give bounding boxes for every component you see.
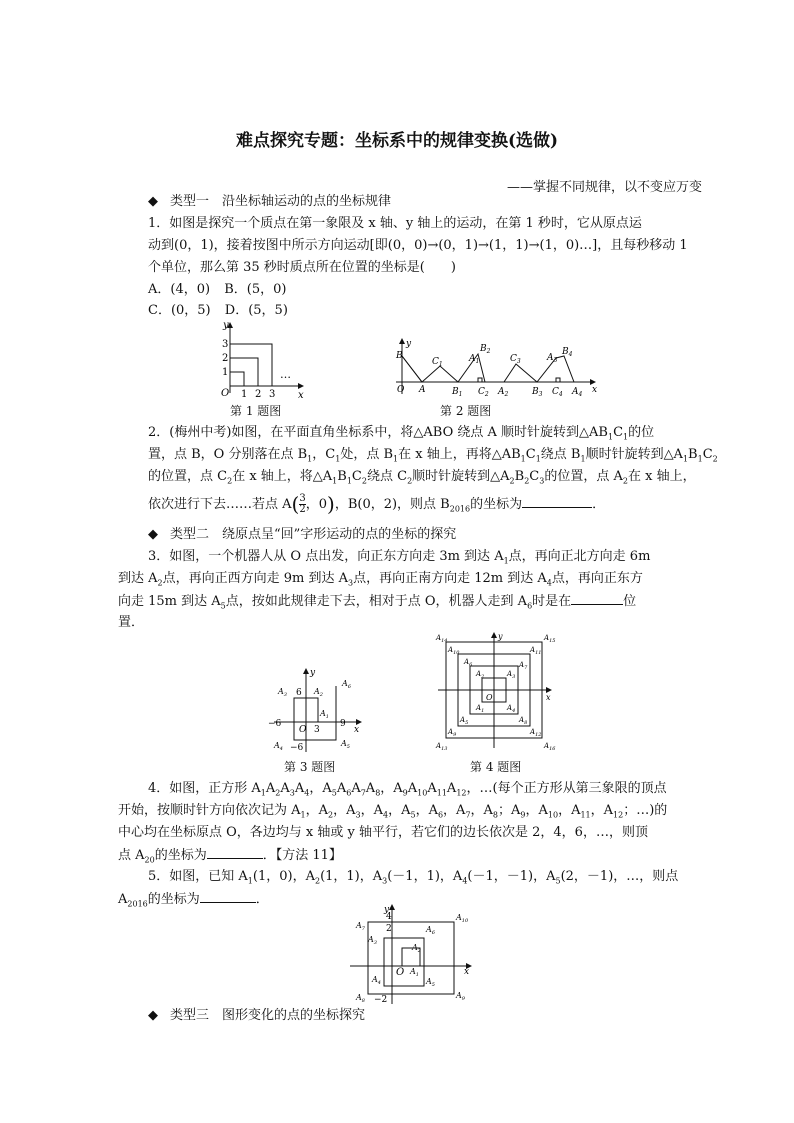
fig5-x-label: x [464,967,470,977]
diamond-icon: ◆ [148,527,158,542]
fig5-label-a9: $A_9$ [456,991,465,1002]
fig2-label-a: A [419,385,426,395]
q3-line2: 到达 $A_2$点，再向正西方向走 9m 到达 $A_3$点，再向正南方向走 12m 到达 $A_4$点，再向正东方 [118,571,643,588]
fig2-caption: 第 2 题图 [440,404,492,418]
fig5-label-a5: $A_5$ [426,977,435,988]
q2-line4: 依次进行下去……若点 A( $\frac{3}{2}$ ，0)，B(0，2)，则点 $B_{2016}$的坐标为 ． [148,492,606,516]
fig4-label-a8: $A_8$ [519,716,528,726]
fig1-path [230,344,272,386]
fig2-y-label: y [406,339,412,349]
q3-line3: 向走 15m 到达 $A_5$点，按如此规律走下去，相对于点 O，机器人走到 $A_6$时是在 位 [118,594,637,611]
fig3-tick-3: 3 [314,725,320,735]
fig1-origin: O [221,388,230,399]
fig4-y-label: y [498,632,503,641]
fig4-label-a7: $A_7$ [519,661,528,671]
fig1-y-tick-1: 1 [222,367,229,378]
fig2-label-c1: $C_1$ [432,357,443,368]
fig3-tick-neg6-x: −6 [268,719,282,729]
fig4-label-a3: $A_3$ [507,670,516,680]
fig4-label-a2: $A_2$ [476,670,485,680]
diamond-icon: ◆ [148,1008,158,1023]
q1-line1: 1．如图是探究一个质点在第一象限及 x 轴、y 轴上的运动，在第 1 秒时，它从原点运 [148,216,642,231]
fig4-label-a1: $A_1$ [476,704,485,714]
q5-line1: 5．如图，已知 $A_1(1$，0)，$A_2(1$，1)，$A_3(-1$，1)，$A_4(-1$，－1)，$A_5(2$，－1)，…，则点 [148,869,679,886]
fig3-tick-6: 6 [296,688,302,698]
fig3-y-label: y [310,668,316,678]
fig4-label-a9: $A_9$ [448,728,457,738]
figure-3 [266,664,366,756]
fig4-x-label: x [546,693,551,702]
fig5-y-label: y [384,905,390,915]
fig4-label-a4: $A_4$ [507,704,516,714]
fig3-label-a2: $A_2$ [314,687,323,698]
q1-option-a: A．(4，0) [148,282,211,297]
fig2-label-b2: $B_2$ [480,344,491,355]
section-3-heading: ◆ 类型三 图形变化的点的坐标探究 [148,1008,366,1023]
q1-options-ab [148,281,708,298]
q3-answer-blank[interactable] [571,592,623,605]
fig5-label-a8: $A_8$ [356,993,365,1004]
fig4-label-a14: $A_{14}$ [436,634,448,644]
fig5-label-a2: $A_2$ [412,943,421,954]
fig3-tick-neg6-y: −6 [290,743,304,753]
fig5-y-arrow-icon [389,904,395,910]
q1-option-d: D．(5，5) [224,303,288,318]
section-2-heading: ◆ 类型二 绕原点呈“回”字形运动的点的坐标的探究 [148,527,457,542]
fig4-label-a10: $A_{10}$ [448,646,460,656]
q5-answer-blank[interactable] [200,890,256,903]
fig2-label-b4: $B_4$ [562,347,573,358]
q4-line2: 开始，按顺时针方向依次记为 $A_1$，$A_2$，$A_3$，$A_4$，$A_5$，$A_6$，$A_7$，$A_8$；$A_9$，$A_{10}$，$A_{11}$，$A_{12}$；…)的 [118,803,668,820]
fig1-caption: 第 1 题图 [230,404,282,418]
fig1-x-arrow-icon [298,383,304,389]
q2-answer-blank[interactable] [522,495,592,508]
fig3-origin: O [299,725,307,735]
fig1-x-tick-1: 1 [241,389,248,400]
fig3-label-a4: $A_4$ [274,741,283,752]
q3-line4: 置． [118,615,145,630]
fig4-label-a15: $A_{15}$ [544,634,556,644]
q1-line2: 动到(0，1)，接着按图中所示方向运动[即(0，0)→(0，1)→(1，1)→(1，0)…]，且每秒移动 1 [148,238,688,253]
figure-5 [346,902,478,1006]
fig5-tick-neg2: −2 [374,995,388,1005]
fig2-label-a3: $A_3$ [547,353,558,364]
q1-options-cd [148,302,708,319]
fig2-label-b: B [396,351,403,361]
fig1-x-label: x [298,390,304,400]
q2-line3: 的位置，点 $C_2$在 x 轴上，将$\triangle A_1B_1C_2$绕点 $C_2$顺时针旋转到$\triangle A_2B_2C_3$的位置，点 $A_2$在 x 轴上， [148,469,696,486]
fig4-label-a11: $A_{11}$ [530,646,542,656]
page-title: 难点探究专题：坐标系中的规律变换(选做) [235,131,559,151]
fig4-label-a5: $A_5$ [460,716,469,726]
fig2-label-c4: $C_4$ [552,387,563,398]
fig3-y-arrow-icon [303,668,309,674]
fig3-caption: 第 3 题图 [284,760,336,774]
fig5-label-a6: $A_6$ [426,925,435,936]
fig1-y-label: y [223,320,229,331]
fig5-tick-2: 2 [386,924,392,934]
q4-line4: 点 $A_{20}$的坐标为 ．【方法 11】 [118,848,342,865]
fig4-label-a13: $A_{13}$ [436,742,448,752]
q4-line1: 4．如图，正方形 $A_1A_2A_3A_4$，$A_5A_6A_7A_8$，$A_9A_{10}A_{11}A_{12}$，…(每个正方形从第三象限的顶点 [148,781,667,798]
page-subtitle: ——掌握不同规律，以不变应万变 [506,180,702,195]
fig3-label-a1: $A_1$ [320,709,329,720]
fig2-label-b3: $B_3$ [532,387,543,398]
fig5-square-2 [384,938,424,986]
fig2-label-c2: $C_2$ [478,387,489,398]
fig1-y-tick-3: 3 [222,339,229,350]
figure-4 [434,630,560,754]
q4-answer-blank[interactable] [207,846,263,859]
fig1-ellipsis: … [280,368,291,381]
fig5-label-a4: $A_4$ [372,975,381,986]
fig4-y-arrow-icon [491,632,497,638]
fig4-caption: 第 4 题图 [470,760,522,774]
figure-1 [218,318,308,400]
fig4-label-a16: $A_{16}$ [544,742,556,752]
section-1-heading: ◆ 类型一 沿坐标轴运动的点的坐标规律 [148,194,392,209]
q3-line1: 3．如图，一个机器人从 O 点出发，向正东方向走 3m 到达 $A_1$点，再向正北方向走 6m [148,549,651,566]
fig2-label-a1: $A_1$ [469,354,480,365]
fig1-y-tick-2: 2 [222,353,229,364]
fig5-label-a1: $A_1$ [410,967,419,978]
fig3-tick-9: 9 [340,719,346,729]
q4-line3: 中心均在坐标原点 O，各边均与 x 轴或 y 轴平行，若它们的边长依次是 2，4，6，…，则顶 [118,825,648,840]
q2-line2: 置，点 B，O 分别落在点 $B_1$，$C_1$处，点 $B_1$在 x 轴上，再将$\triangle AB_1C_1$绕点 $B_1$顺时针旋转到$\triangle A_1B_1C_2$ [148,447,718,464]
fig2-label-a4: $A_4$ [572,387,583,398]
fig3-label-a5: $A_5$ [341,739,350,750]
fig2-label-c3: $C_3$ [510,354,521,365]
fig2-label-a2: $A_2$ [498,387,509,398]
fig2-x-label: x [592,385,598,395]
fig5-label-a10: $A_{10}$ [456,913,469,924]
fig3-label-a6: $A_6$ [342,679,351,690]
fig3-x-label: x [354,725,360,735]
q2-line1: 2．(梅州中考)如图，在平面直角坐标系中，将△ABO 绕点 A 顺时针旋转到$\triangle AB_1C_1$的位 [148,425,655,442]
figure-2 [392,336,602,400]
fig1-x-tick-2: 2 [255,389,262,400]
fig4-label-a12: $A_{12}$ [530,728,542,738]
q5-line2: $A_{2016}$的坐标为 ． [118,892,269,909]
q1-line3: 个单位，那么第 35 秒时质点所在位置的坐标是( ) [148,260,456,275]
fig2-origin: O [397,385,405,395]
fig4-label-a6: $A_6$ [464,658,473,668]
fig5-tick-4: 4 [386,912,392,922]
q1-option-c: C．(0，5) [148,303,211,318]
diamond-icon: ◆ [148,194,158,209]
q1-option-b: B．(5，0) [224,282,287,297]
fig5-label-a3: $A_3$ [368,935,377,946]
fig3-label-a3: $A_3$ [278,687,287,698]
fig2-y-arrow-icon [399,338,405,344]
fig1-x-tick-3: 3 [269,389,276,400]
fig4-origin: O [486,693,493,702]
fig5-label-a7: $A_7$ [356,921,365,932]
fig5-origin: O [396,967,405,978]
fig2-label-b1: $B_1$ [452,387,463,398]
